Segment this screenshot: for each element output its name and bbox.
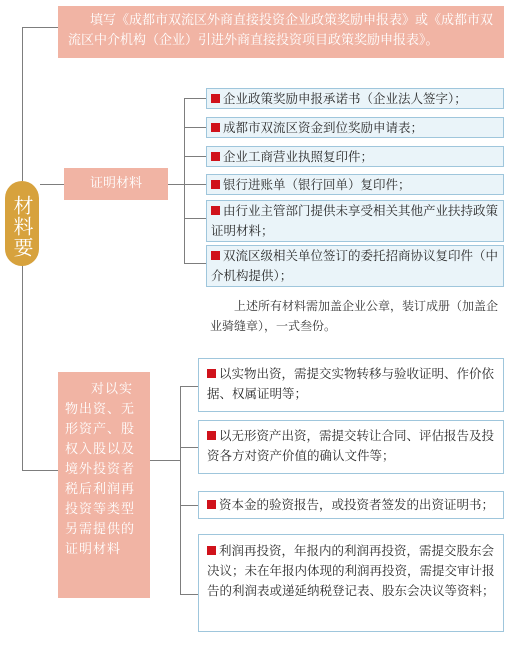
material-requirements-label: 材料要: [5, 181, 39, 266]
extra-item: 以实物出资，需提交实物转移与验收证明、作价依据、权属证明等；: [198, 358, 504, 412]
red-square-icon: [207, 546, 216, 555]
proof-item: 企业工商营业执照复印件；: [206, 146, 504, 167]
red-square-icon: [211, 94, 220, 103]
red-square-icon: [211, 180, 220, 189]
red-square-icon: [211, 123, 220, 132]
red-square-icon: [211, 206, 220, 215]
extra-materials-label: 对以实物出资、无形资产、股权入股以及境外投资者税后利润再投资等类型另需提供的证明材料: [58, 372, 150, 598]
red-square-icon: [207, 500, 216, 509]
extra-item: 资本金的验资报告，或投资者签发的出资证明书；: [198, 491, 504, 519]
application-form-box: 填写《成都市双流区外商直接投资企业政策奖励申报表》或《成都市双流区中介机构（企业）引进外商直接投资项目政策奖励申报表》。: [58, 6, 504, 58]
proof-item: 成都市双流区资金到位奖励申请表；: [206, 117, 504, 138]
proof-item: 企业政策奖励申报承诺书（企业法人签字）；: [206, 88, 504, 109]
proof-item: 双流区级相关单位签订的委托招商协议复印件（中介机构提供）；: [206, 245, 504, 287]
proof-item: 银行进账单（银行回单）复印件；: [206, 174, 504, 195]
binding-note: 上述所有材料需加盖企业公章，装订成册（加盖企业骑缝章），一式叁份。: [210, 299, 499, 333]
extra-item: 利润再投资，年报内的利润再投资，需提交股东会决议；未在年报内体现的利润再投资，需提交审计报告的利润表或递延纳税登记表、股东会决议等资料；: [198, 534, 504, 632]
proof-materials-label: 证明材料: [64, 168, 168, 200]
red-square-icon: [207, 431, 216, 440]
red-square-icon: [211, 152, 220, 161]
red-square-icon: [211, 251, 220, 260]
extra-item: 以无形资产出资，需提交转让合同、评估报告及投资各方对资产价值的确认文件等；: [198, 420, 504, 474]
red-square-icon: [207, 369, 216, 378]
proof-item: 由行业主管部门提供未享受相关其他产业扶持政策证明材料；: [206, 200, 504, 242]
